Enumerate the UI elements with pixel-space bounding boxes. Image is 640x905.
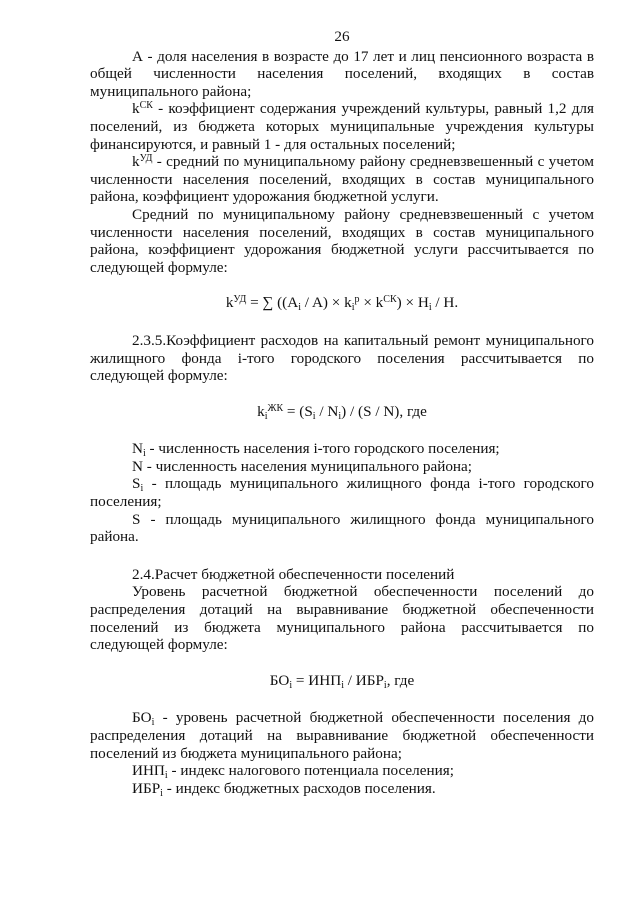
formula-part: БО	[269, 671, 290, 689]
symbol: S	[132, 475, 141, 493]
symbol: БО	[132, 709, 152, 727]
formula-sub: i	[264, 410, 268, 422]
definition-inpi	[90, 762, 594, 780]
definition-ibri	[90, 780, 594, 798]
paragraph-2-3-5: 2.3.5.Коэффициент расходов на капитальный ремонт муниципального жилищного фонда i-того городского поселения рассчитывается по следующей формуле:	[90, 331, 594, 385]
definition-boi	[90, 709, 594, 762]
formula-part: , где	[386, 671, 415, 689]
definition-ni	[90, 440, 594, 458]
formula-part: k	[257, 402, 265, 420]
paragraph-average-coefficient: Средний по муниципальному району средневзвешенный с учетом численности населения поселений, входящих в состав муниципального района, коэффициент удорожания бюджетной услуги рассчитывается по следующей формуле:	[90, 205, 594, 276]
formula-sub: i	[383, 679, 387, 691]
formula-part: = ∑ ((A	[246, 294, 299, 312]
definition-text: - индекс бюджетных расходов поселения.	[162, 779, 436, 797]
symbol: ИБР	[132, 779, 161, 797]
formula-sub: i	[312, 410, 316, 422]
superscript-ck: СК	[139, 100, 153, 112]
formula-part: = ИНП	[292, 671, 342, 689]
formula-sup: ЖК	[267, 402, 284, 414]
formula-sup: р	[354, 294, 360, 306]
definition-si	[90, 475, 594, 510]
formula-sub: i	[341, 679, 344, 691]
superscript-ud: УД	[139, 153, 153, 165]
definition-text: - средний по муниципальному району средневзвешенный с учетом численности населения поселений, входящих в состав муниципального района, коэффициент удорожания бюджетной услуги.	[90, 153, 594, 206]
definition-text: - индекс налогового потенциала поселения;	[167, 762, 454, 780]
formula-sup: УД	[233, 294, 247, 306]
formula-sub: i	[298, 302, 301, 314]
formula-part: = (S	[283, 402, 313, 420]
symbol-sub: i	[140, 483, 144, 495]
definition-text: - уровень расчетной бюджетной обеспеченности поселения до распределения дотаций на выравнивание бюджетной обеспеченности поселений из бюджета муниципального района;	[90, 709, 594, 762]
page-body	[90, 28, 594, 797]
heading-2-4: 2.4.Расчет бюджетной обеспеченности поселений	[132, 565, 455, 583]
definition-text: - коэффициент содержания учреждений культуры, равный 1,2 для поселений, из бюджета которых муниципальные учреждения культуры финансируются, и равный 1 - для остальных поселений;	[90, 100, 594, 153]
formula-part: k	[225, 294, 234, 312]
symbol-sub: i	[151, 717, 155, 729]
formula-sup: СК	[383, 294, 397, 306]
symbol: ИНП	[132, 762, 165, 780]
formula-kud	[90, 294, 594, 312]
symbol: N	[132, 440, 143, 458]
symbol-k: k	[132, 100, 140, 118]
formula-boi	[90, 672, 594, 690]
formula-part: / H.	[431, 294, 459, 312]
paragraph-level: Уровень расчетной бюджетной обеспеченности поселений до распределения дотаций на выравнивание бюджетной обеспеченности поселений из бюджета муниципального района рассчитывается по следующей формуле:	[90, 583, 594, 654]
definition-s: S - площадь муниципального жилищного фонда муниципального района.	[90, 510, 594, 546]
formula-sub: i	[351, 302, 355, 314]
definition-kck	[90, 100, 594, 153]
formula-sub: i	[289, 679, 293, 691]
formula-part: / N	[315, 402, 339, 420]
definition-a: А - доля населения в возрасте до 17 лет и лиц пенсионного возраста в общей численности населения поселений, входящих в состав муниципального района;	[90, 47, 594, 100]
formula-part: ) / (S / N), где	[341, 402, 427, 420]
symbol-sub: i	[142, 448, 146, 460]
formula-kzhk	[90, 403, 594, 421]
formula-sub: i	[338, 410, 342, 422]
formula-part: / ИБР	[343, 671, 384, 689]
formula-part: × k	[359, 294, 384, 312]
formula-part: / A) × k	[300, 294, 352, 312]
symbol-sub: i	[164, 770, 168, 782]
definition-text: - численность населения i-того городского поселения;	[145, 440, 500, 458]
definition-kud	[90, 153, 594, 206]
definition-n: N - численность населения муниципального района;	[132, 457, 472, 475]
symbol-sub: i	[160, 787, 163, 799]
formula-part: ) × H	[396, 294, 429, 312]
symbol-k: k	[132, 153, 140, 171]
page-number: 26	[334, 28, 350, 45]
definition-text: - площадь муниципального жилищного фонда i-того городского поселения;	[90, 475, 594, 511]
formula-sub: i	[428, 302, 432, 314]
